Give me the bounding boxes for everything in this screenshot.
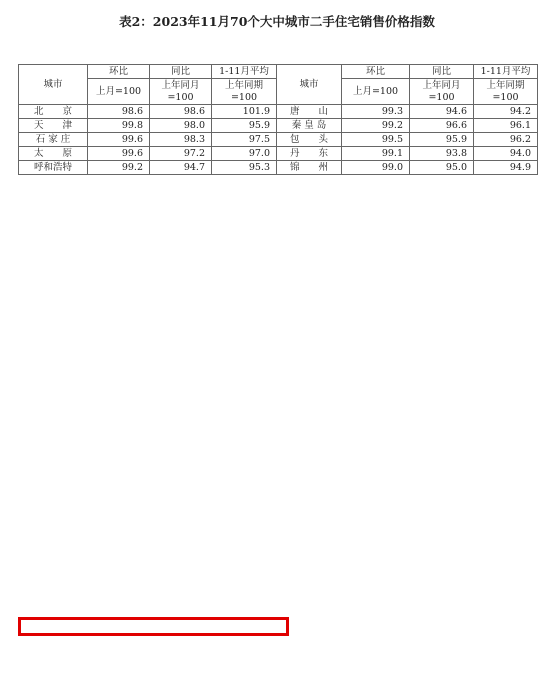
value-cell: 94.0 <box>474 147 538 161</box>
city-cell: 包 头 <box>277 133 342 147</box>
table-row <box>19 133 538 147</box>
value-cell: 99.8 <box>88 119 150 133</box>
price-index-table <box>18 64 538 175</box>
city-cell: 石 家 庄 <box>19 133 88 147</box>
value-cell: 93.8 <box>410 147 474 161</box>
value-cell: 95.0 <box>410 161 474 175</box>
city-cell: 太 原 <box>19 147 88 161</box>
mom-base: 上月=100 <box>88 79 150 105</box>
mom-base: 上月=100 <box>342 79 410 105</box>
city-cell: 锦 州 <box>277 161 342 175</box>
value-cell: 95.9 <box>212 119 277 133</box>
value-cell: 94.9 <box>474 161 538 175</box>
yoy-base: 上年同月 =100 <box>150 79 212 105</box>
city-cell: 丹 东 <box>277 147 342 161</box>
city-cell: 秦 皇 岛 <box>277 119 342 133</box>
table-row <box>19 147 538 161</box>
yoy-header: 同比 <box>150 65 212 79</box>
value-cell: 99.2 <box>342 119 410 133</box>
value-cell: 94.7 <box>150 161 212 175</box>
table-title: 表2：2023年11月70个大中城市二手住宅销售价格指数 <box>119 14 435 29</box>
value-cell: 98.6 <box>88 105 150 119</box>
value-cell: 99.0 <box>342 161 410 175</box>
city-cell: 唐 山 <box>277 105 342 119</box>
city-cell: 北 京 <box>19 105 88 119</box>
value-cell: 97.2 <box>150 147 212 161</box>
value-cell: 94.6 <box>410 105 474 119</box>
value-cell: 96.6 <box>410 119 474 133</box>
ytd-header: 1-11月平均 <box>474 65 538 79</box>
ytd-base: 上年同期 =100 <box>212 79 277 105</box>
value-cell: 99.6 <box>88 133 150 147</box>
value-cell: 97.5 <box>212 133 277 147</box>
value-cell: 98.3 <box>150 133 212 147</box>
table-row <box>19 161 538 175</box>
table-row <box>19 119 538 133</box>
yoy-header: 同比 <box>410 65 474 79</box>
mom-header: 环比 <box>88 65 150 79</box>
yoy-base: 上年同月 =100 <box>410 79 474 105</box>
value-cell: 101.9 <box>212 105 277 119</box>
ytd-header: 1-11月平均 <box>212 65 277 79</box>
value-cell: 94.2 <box>474 105 538 119</box>
highlight-box <box>18 617 289 636</box>
city-cell: 呼和浩特 <box>19 161 88 175</box>
value-cell: 99.2 <box>88 161 150 175</box>
value-cell: 99.1 <box>342 147 410 161</box>
value-cell: 99.6 <box>88 147 150 161</box>
value-cell: 98.0 <box>150 119 212 133</box>
city-cell: 天 津 <box>19 119 88 133</box>
value-cell: 99.3 <box>342 105 410 119</box>
city-header: 城市 <box>19 65 88 105</box>
value-cell: 99.5 <box>342 133 410 147</box>
table-row <box>19 105 538 119</box>
value-cell: 96.1 <box>474 119 538 133</box>
ytd-base: 上年同期 =100 <box>474 79 538 105</box>
value-cell: 95.3 <box>212 161 277 175</box>
mom-header: 环比 <box>342 65 410 79</box>
value-cell: 98.6 <box>150 105 212 119</box>
value-cell: 95.9 <box>410 133 474 147</box>
value-cell: 97.0 <box>212 147 277 161</box>
table-body <box>19 105 538 175</box>
city-header: 城市 <box>277 65 342 105</box>
value-cell: 96.2 <box>474 133 538 147</box>
